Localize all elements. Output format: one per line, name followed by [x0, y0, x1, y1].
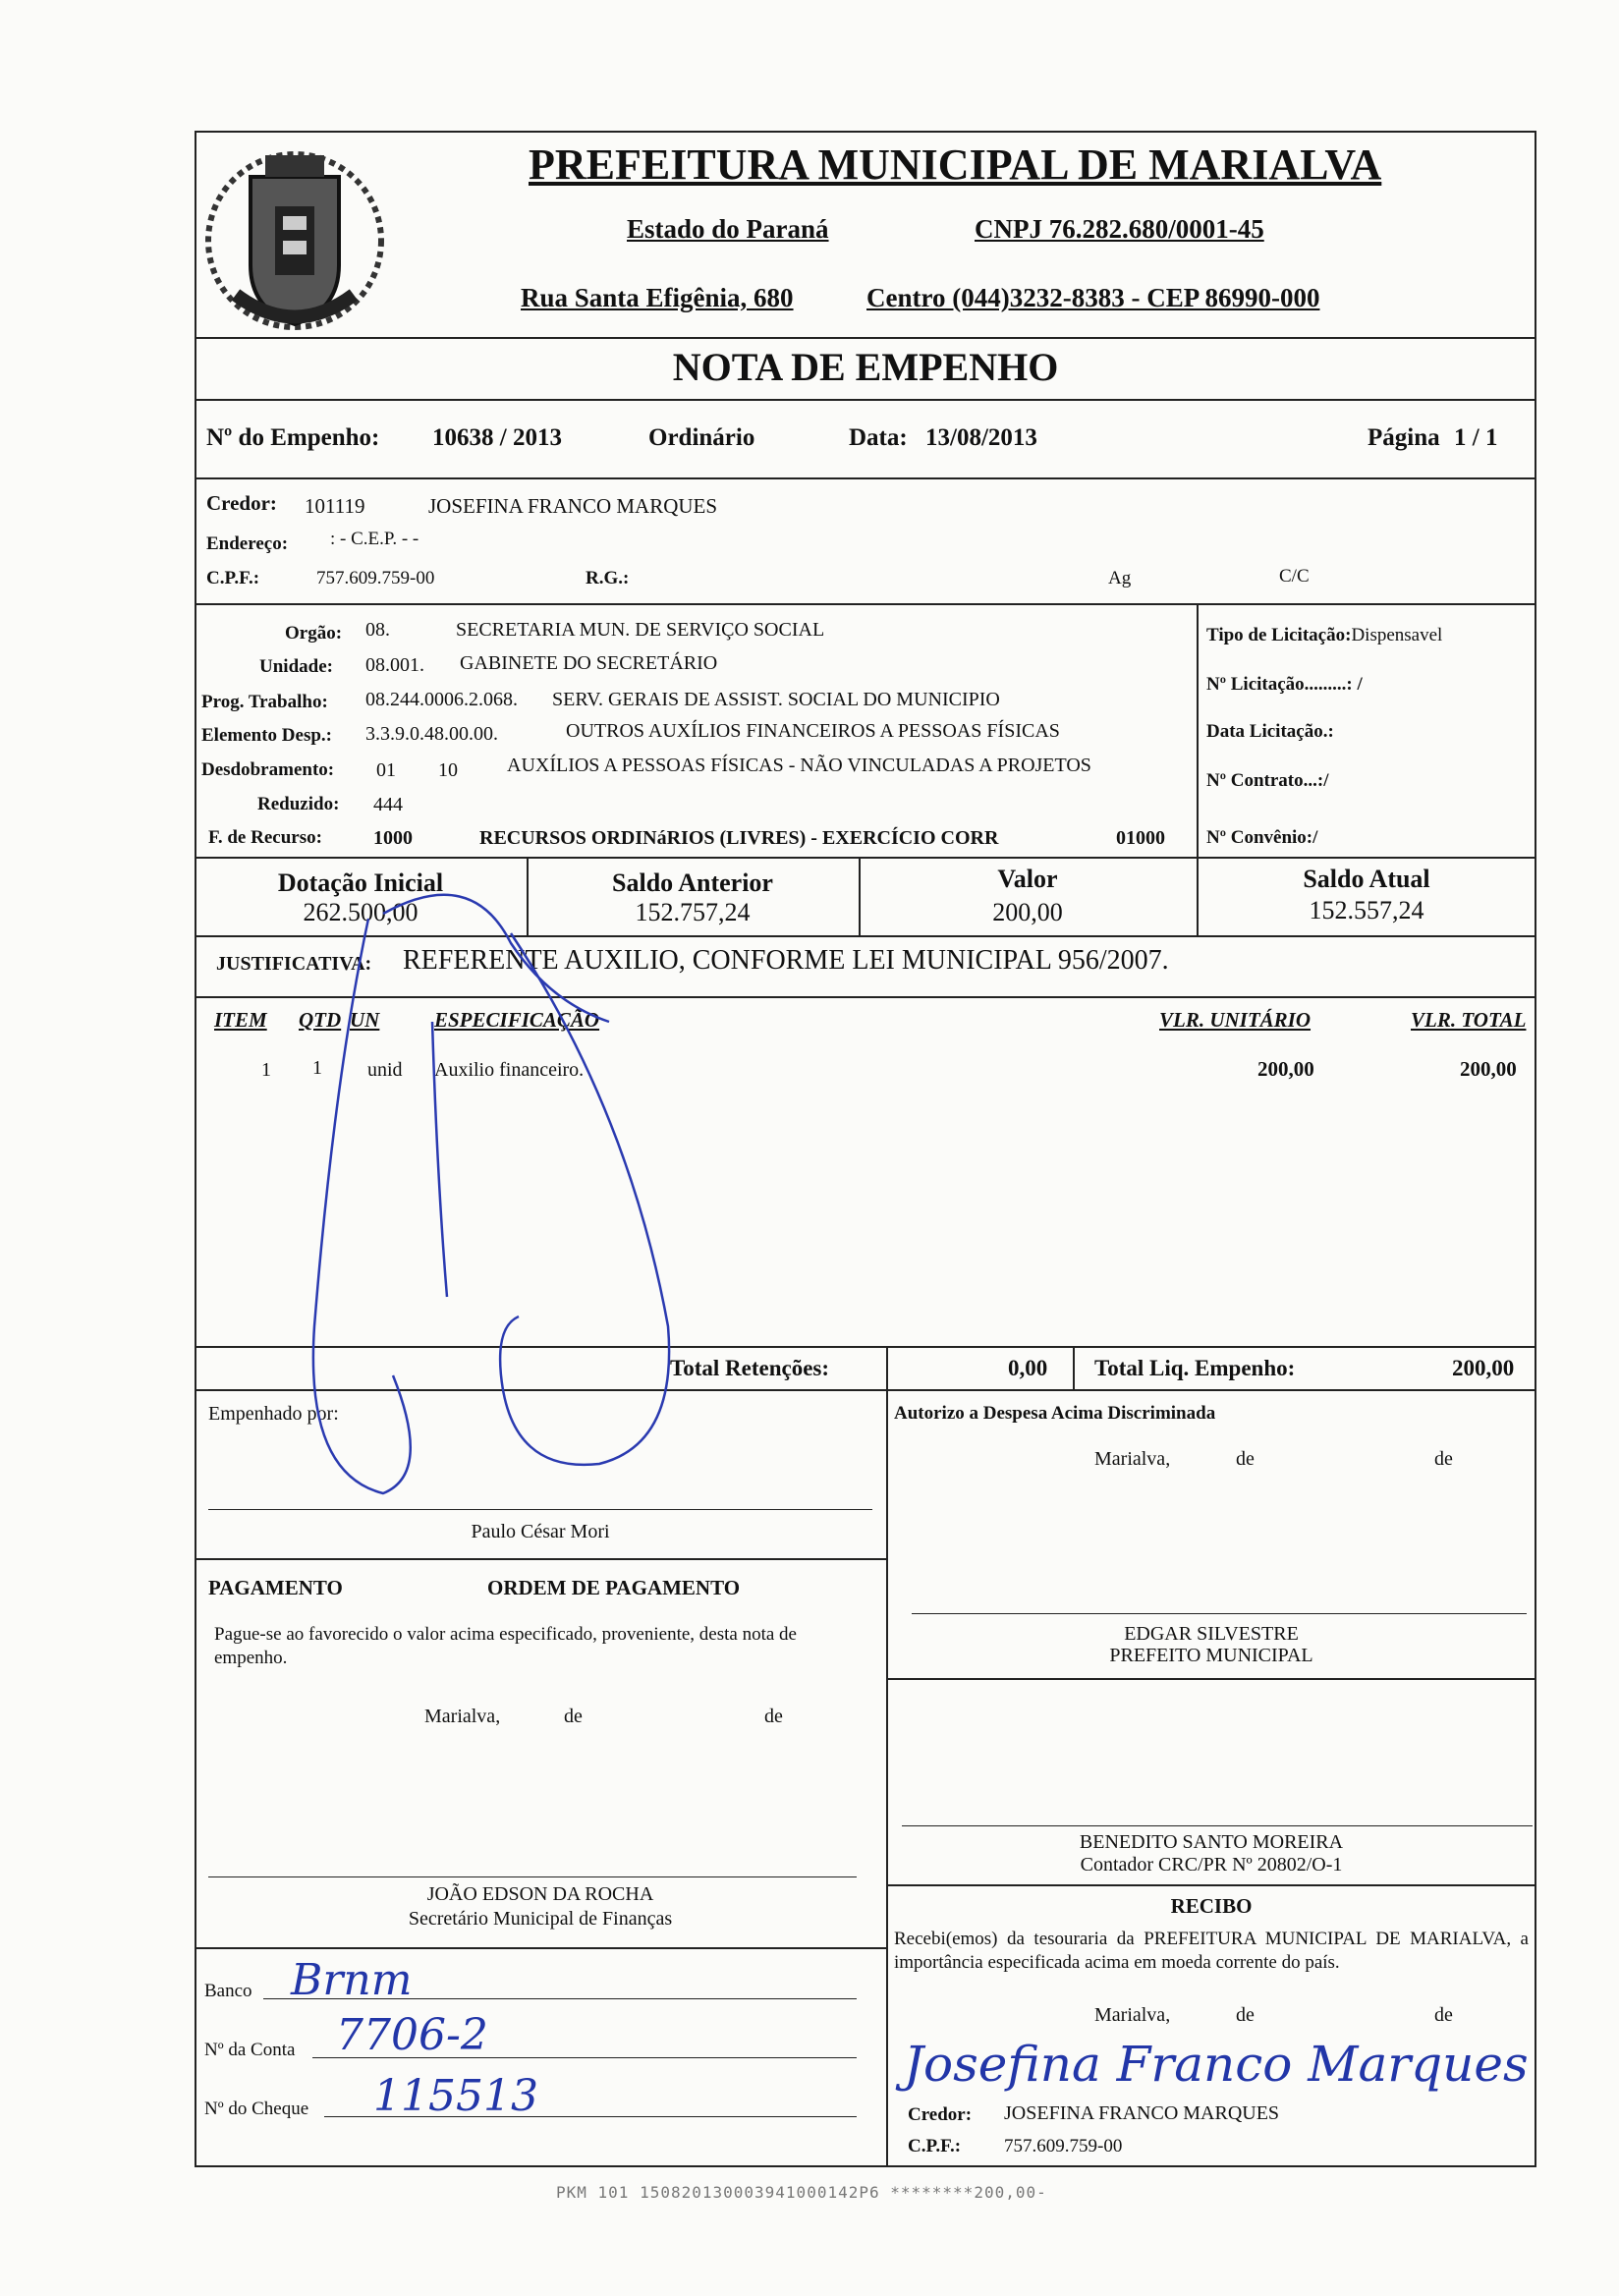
saldo-anterior-value: 152.757,24 — [635, 898, 751, 926]
recibo-cpf: 757.609.759-00 — [1004, 2136, 1123, 2156]
creditor-name: JOSEFINA FRANCO MARQUES — [428, 494, 718, 518]
col-vlr-total: VLR. TOTAL — [1411, 1008, 1527, 1032]
liquido-value: 200,00 — [1452, 1356, 1515, 1380]
cc-label: C/C — [1279, 566, 1310, 587]
recibo-label: RECIBO — [1170, 1894, 1253, 1918]
page-number: 1 / 1 — [1454, 424, 1498, 451]
footer-code: PKM 101 150820130003941000142P6 ********200,00- — [556, 2183, 1047, 2202]
creditor-label: Credor: — [206, 491, 277, 515]
justificativa-text: REFERENTE AUXILIO, CONFORME LEI MUNICIPAL 956/2007. — [403, 945, 1169, 976]
row-unit-price: 200,00 — [1257, 1057, 1314, 1081]
ordem-pagamento-label: ORDEM DE PAGAMENTO — [487, 1576, 741, 1599]
prefeito-role: PREFEITO MUNICIPAL — [1109, 1645, 1313, 1666]
prefeito-name: EDGAR SILVESTRE — [1124, 1623, 1299, 1645]
cnpj-label: CNPJ 76.282.680/0001-45 — [975, 214, 1264, 244]
unidade-code: 08.001. — [365, 654, 424, 676]
retencoes-value: 0,00 — [1008, 1356, 1048, 1380]
row-total: 200,00 — [1460, 1057, 1517, 1081]
contador-role: Contador CRC/PR Nº 20802/O-1 — [1080, 1854, 1343, 1876]
unidade-name: GABINETE DO SECRETÁRIO — [460, 652, 718, 674]
licitacao-type: Tipo de Licitação:Dispensavel — [1206, 625, 1443, 645]
cpf-label: C.P.F.: — [206, 568, 260, 588]
elemento-label: Elemento Desp.: — [201, 725, 332, 746]
retencoes-label: Total Retenções: — [670, 1356, 830, 1380]
rg-label: R.G.: — [586, 568, 630, 588]
col-especificacao: ESPECIFICAÇÃO — [434, 1008, 600, 1032]
dotacao-label: Dotação Inicial — [277, 868, 444, 897]
unidade-label: Unidade: — [259, 656, 333, 677]
pagamento-de1: de — [564, 1706, 583, 1727]
saldo-anterior-label: Saldo Anterior — [612, 868, 773, 897]
autorizo-de1: de — [1236, 1448, 1255, 1470]
autorizo-label: Autorizo a Despesa Acima Discriminada — [894, 1403, 1216, 1424]
pagamento-label: PAGAMENTO — [208, 1576, 343, 1599]
recurso-code: 1000 — [373, 827, 413, 849]
recibo-de2: de — [1434, 2004, 1453, 2026]
col-item: ITEM — [214, 1008, 267, 1032]
autorizo-city: Marialva, — [1094, 1448, 1171, 1470]
saldo-atual-label: Saldo Atual — [1303, 865, 1430, 893]
prog-name: SERV. GERAIS DE ASSIST. SOCIAL DO MUNICIPIO — [552, 689, 1000, 710]
banco-handwritten: Brnm — [291, 1955, 413, 2005]
licitacao-date: Data Licitação.: — [1206, 721, 1334, 742]
saldo-atual-value: 152.557,24 — [1309, 896, 1424, 924]
address-field-value: : - C.E.P. - - — [330, 529, 419, 549]
empenho-date: 13/08/2013 — [925, 424, 1037, 451]
desdobramento-code2: 10 — [438, 759, 458, 781]
empenho-type: Ordinário — [648, 424, 755, 451]
elemento-code: 3.3.9.0.48.00.00. — [365, 723, 498, 745]
orgao-label: Orgão: — [285, 623, 343, 644]
desdobramento-name: AUXÍLIOS A PESSOAS FÍSICAS - NÃO VINCULADAS A PROJETOS — [507, 755, 1091, 776]
convenio-number: Nº Convênio:/ — [1206, 827, 1318, 848]
ag-label: Ag — [1108, 568, 1132, 588]
recibo-city: Marialva, — [1094, 2004, 1171, 2026]
contrato-number: Nº Contrato...:/ — [1206, 770, 1329, 791]
licitacao-number: Nº Licitação.........: / — [1206, 674, 1363, 695]
municipality-title: PREFEITURA MUNICIPAL DE MARIALVA — [529, 140, 1382, 189]
state-label: Estado do Paraná — [627, 214, 829, 244]
contador-name: BENEDITO SANTO MOREIRA — [1079, 1831, 1344, 1853]
orgao-code: 08. — [365, 619, 390, 641]
conta-label: Nº da Conta — [204, 2040, 296, 2060]
row-item: 1 — [261, 1059, 271, 1081]
pagamento-text: Pague-se ao favorecido o valor acima especificado, proveniente, desta nota de empenho. — [214, 1624, 797, 1668]
page-label: Página — [1368, 424, 1440, 451]
valor-value: 200,00 — [992, 898, 1063, 926]
cpf-value: 757.609.759-00 — [316, 568, 435, 588]
reduzido-label: Reduzido: — [257, 794, 340, 814]
document-title: NOTA DE EMPENHO — [672, 345, 1059, 389]
col-un: UN — [350, 1008, 380, 1032]
conta-handwritten: 7706-2 — [336, 2010, 488, 2060]
recibo-de1: de — [1236, 2004, 1255, 2026]
desdobramento-code1: 01 — [376, 759, 396, 781]
orgao-name: SECRETARIA MUN. DE SERVIÇO SOCIAL — [456, 619, 825, 641]
prog-label: Prog. Trabalho: — [201, 692, 328, 712]
cheque-label: Nº do Cheque — [204, 2099, 309, 2119]
col-qtd: QTD — [299, 1008, 342, 1032]
empenhado-label: Empenhado por: — [208, 1403, 339, 1425]
prog-code: 08.244.0006.2.068. — [365, 689, 518, 710]
empenho-number: 10638 / 2013 — [432, 424, 562, 451]
row-un: unid — [367, 1059, 403, 1081]
reduzido-value: 444 — [373, 794, 403, 815]
autorizo-de2: de — [1434, 1448, 1453, 1470]
dotacao-value: 262.500,00 — [303, 898, 419, 926]
street-label: Rua Santa Efigênia, 680 — [521, 283, 794, 312]
recibo-text: Recebi(emos) da tesouraria da PREFEITURA MUNICIPAL DE MARIALVA, a importância especificada acima em moeda corrente do país. — [894, 1929, 1529, 1973]
col-vlr-unitario: VLR. UNITÁRIO — [1159, 1008, 1312, 1032]
address-field-label: Endereço: — [206, 533, 289, 554]
cheque-handwritten: 115513 — [373, 2071, 538, 2121]
justificativa-label: JUSTIFICATIVA: — [216, 953, 372, 975]
pagamento-de2: de — [764, 1706, 783, 1727]
row-qtd: 1 — [312, 1057, 322, 1079]
desdobramento-label: Desdobramento: — [201, 759, 335, 780]
recurso-label: F. de Recurso: — [208, 827, 322, 848]
banco-label: Banco — [204, 1981, 252, 2001]
creditor-code: 101119 — [305, 494, 365, 518]
recibo-credor-label: Credor: — [908, 2104, 973, 2125]
recibo-cpf-label: C.P.F.: — [908, 2136, 962, 2156]
financas-role: Secretário Municipal de Finanças — [408, 1908, 673, 1930]
empenho-number-label: Nº do Empenho: — [206, 424, 380, 451]
recibo-credor-name: JOSEFINA FRANCO MARQUES — [1004, 2102, 1280, 2124]
empenhado-name: Paulo César Mori — [471, 1521, 610, 1542]
pagamento-city: Marialva, — [424, 1706, 501, 1727]
liquido-label: Total Liq. Empenho: — [1094, 1356, 1296, 1380]
elemento-name: OUTROS AUXÍLIOS FINANCEIROS A PESSOAS FÍSICAS — [566, 720, 1060, 742]
recurso-code2: 01000 — [1116, 827, 1165, 849]
recurso-name: RECURSOS ORDINáRIOS (LIVRES) - EXERCÍCIO CORR — [479, 827, 999, 849]
credor-signature: Josefina Franco Marques — [904, 2036, 1529, 2093]
address-label: Centro (044)3232-8383 - CEP 86990-000 — [866, 283, 1320, 312]
valor-label: Valor — [997, 865, 1058, 893]
row-desc: Auxilio financeiro. — [434, 1059, 585, 1081]
date-label: Data: — [849, 424, 908, 451]
financas-name: JOÃO EDSON DA ROCHA — [426, 1883, 654, 1905]
